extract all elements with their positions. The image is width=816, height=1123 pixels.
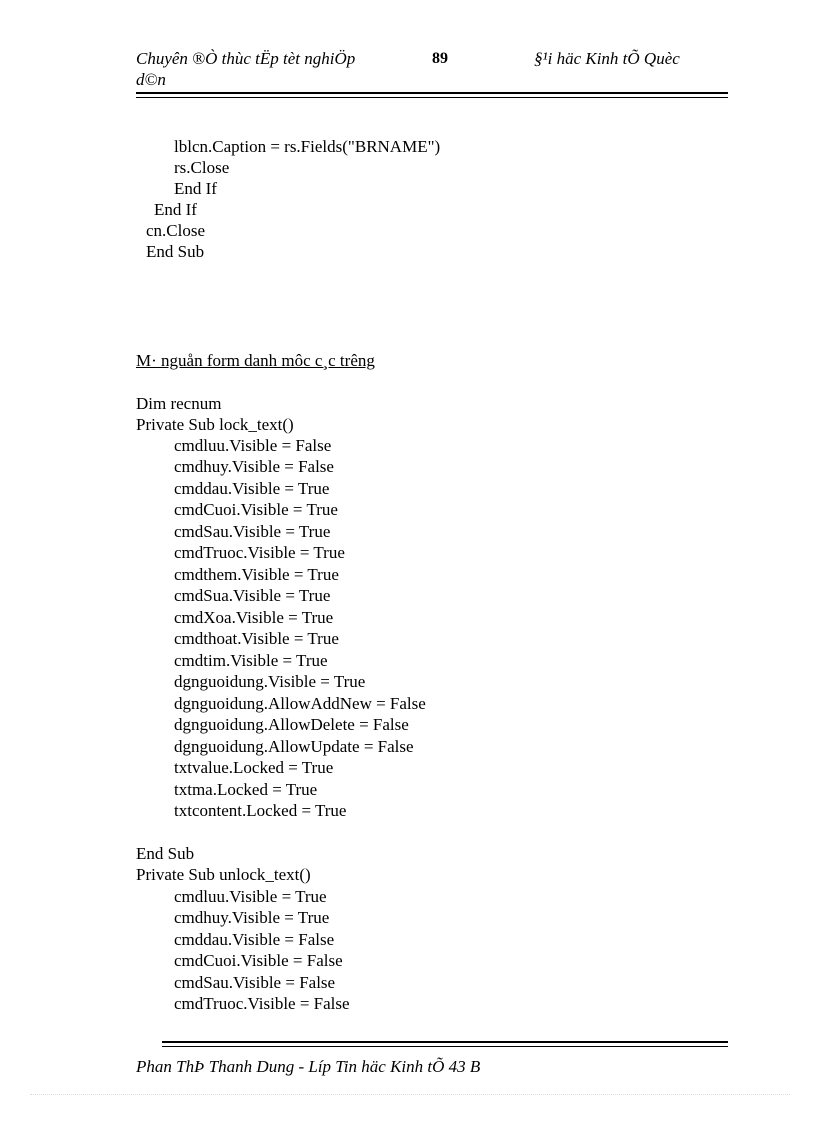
code-line: End Sub	[136, 844, 195, 863]
code-line: End If	[154, 200, 197, 219]
code-line: cmdhuy.Visible = False	[174, 457, 334, 476]
code-line: cmdCuoi.Visible = True	[174, 500, 338, 519]
code-line: cmddau.Visible = True	[174, 479, 330, 498]
code-line: lblcn.Caption = rs.Fields("BRNAME")	[174, 137, 441, 156]
code-line: cmdtim.Visible = True	[174, 651, 328, 670]
code-line: cmdCuoi.Visible = False	[174, 951, 343, 970]
header-left-title	[136, 48, 416, 90]
header-left-title-line2: d©n	[136, 70, 166, 89]
code-line: cmdthem.Visible = True	[174, 565, 339, 584]
code-line: dgnguoidung.Visible = True	[174, 672, 366, 691]
code-line: cmdluu.Visible = False	[174, 436, 332, 455]
header-left-title-line1: Chuyên ®Ò thùc tËp tèt nghiÖp	[136, 49, 356, 68]
page-number: 89	[432, 50, 448, 67]
section-title: M· nguån form danh môc c¸c trêng	[136, 351, 375, 370]
code-line: cmdTruoc.Visible = True	[174, 543, 345, 562]
code-line: cmdhuy.Visible = True	[174, 908, 330, 927]
code-line: cmdthoat.Visible = True	[174, 629, 339, 648]
code-line: rs.Close	[174, 158, 230, 177]
code-line: txtvalue.Locked = True	[174, 758, 334, 777]
code-line: txtma.Locked = True	[174, 780, 318, 799]
code-line: dgnguoidung.AllowUpdate = False	[174, 737, 414, 756]
page-edge-divider	[30, 1094, 790, 1095]
code-line: cmdluu.Visible = True	[174, 887, 327, 906]
footer-rule	[162, 1041, 728, 1047]
header-rule	[136, 92, 728, 98]
code-line: Private Sub lock_text()	[136, 415, 294, 434]
code-line: txtcontent.Locked = True	[174, 801, 347, 820]
code-line: End Sub	[146, 242, 205, 261]
code-line: cmdXoa.Visible = True	[174, 608, 334, 627]
code-line: Private Sub unlock_text()	[136, 865, 311, 884]
code-line: cmddau.Visible = False	[174, 930, 335, 949]
code-line: cmdSau.Visible = True	[174, 522, 331, 541]
page-footer: Phan ThÞ Thanh Dung - Líp Tin häc Kinh tÕ 43 B	[136, 1057, 481, 1076]
code-line: cmdTruoc.Visible = False	[174, 994, 350, 1013]
code-line: cn.Close	[146, 221, 206, 240]
code-line: cmdSua.Visible = True	[174, 586, 331, 605]
page-header	[136, 48, 728, 90]
code-line: End If	[174, 179, 217, 198]
code-line: dgnguoidung.AllowDelete = False	[174, 715, 409, 734]
code-line: dgnguoidung.AllowAddNew = False	[174, 694, 426, 713]
header-right-title: §¹i häc Kinh tÕ Quèc	[534, 49, 680, 68]
code-line: cmdSau.Visible = False	[174, 973, 336, 992]
code-line: Dim recnum	[136, 394, 222, 413]
